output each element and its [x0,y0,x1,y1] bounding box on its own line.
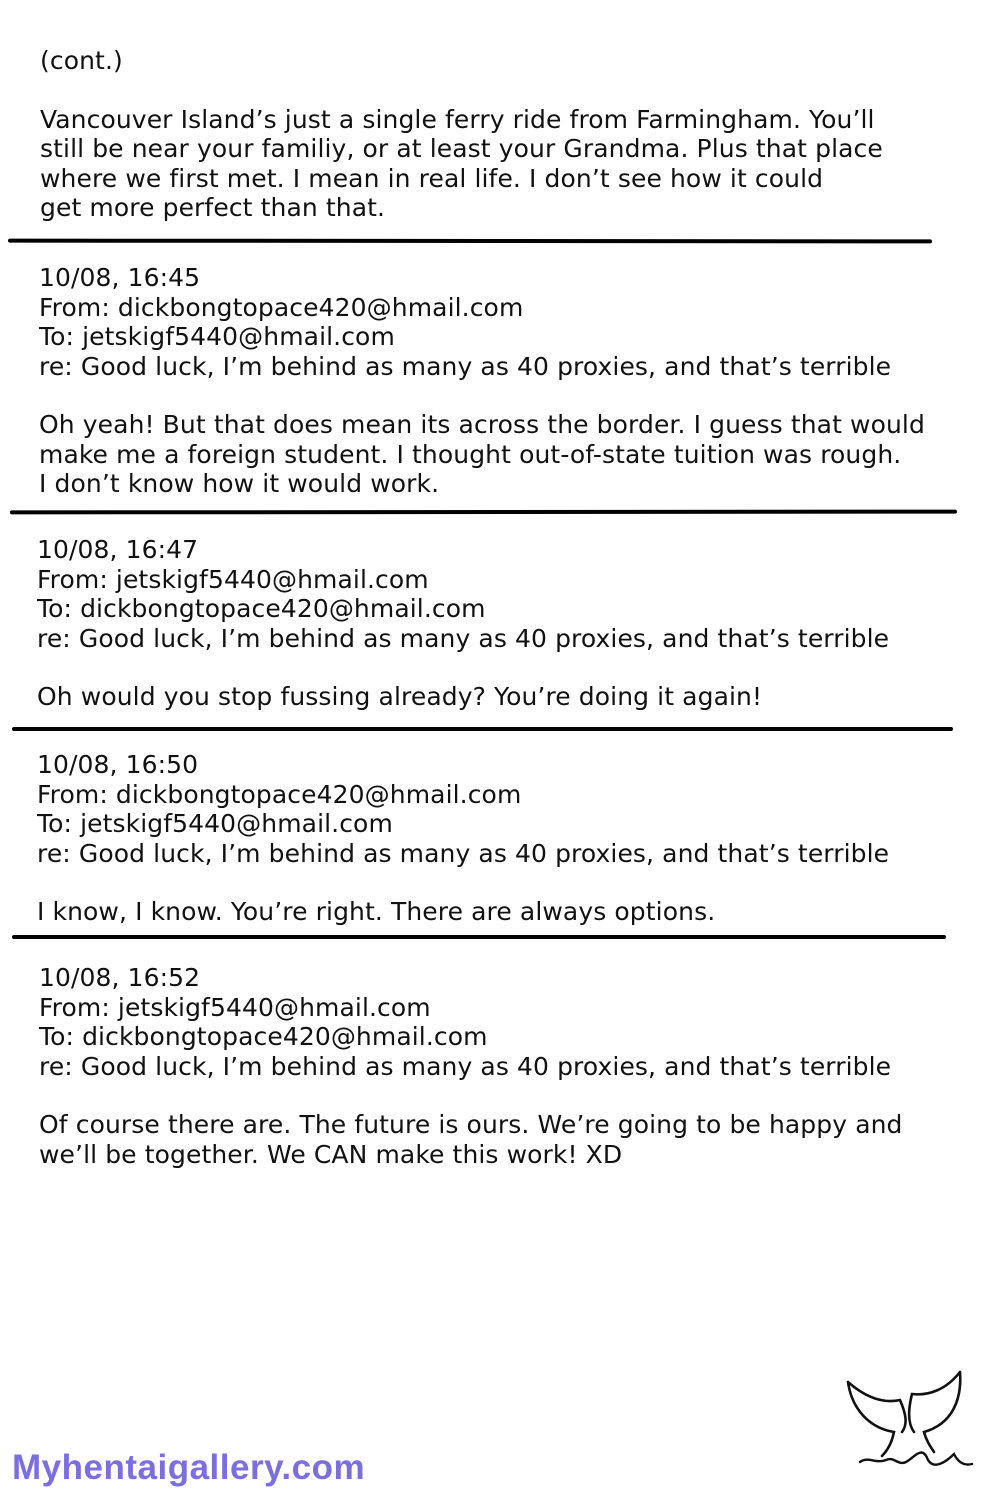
email-timestamp: 10/08, 16:52 [39,963,201,992]
email-body [39,410,925,499]
body-line: make me a foreign student. I thought out-of-state tuition was rough. [39,439,902,469]
message-divider [12,935,946,939]
email-from: From: dickbongtopace420@hmail.com [39,292,524,322]
email-subject: re: Good luck, I’m behind as many as 40 proxies, and that’s terrible [37,838,890,868]
whale-tail-icon [842,1370,974,1476]
body-line: where we first met. I mean in real life. I don’t see how it could [40,163,824,193]
email-timestamp: 10/08, 16:45 [39,263,201,292]
body-line: Oh yeah! But that does mean its across the border. I guess that would [39,410,925,439]
email-timestamp: 10/08, 16:47 [37,535,199,564]
body-line: get more perfect than that. [40,193,386,222]
email-to: To: dickbongtopace420@hmail.com [39,1022,488,1051]
email-to: To: jetskigf5440@hmail.com [37,809,393,838]
email-to: To: jetskigf5440@hmail.com [39,322,395,351]
watermark-text: Myhentaigallery.com [12,1448,366,1487]
email-body [39,1110,903,1169]
email-subject: re: Good luck, I’m behind as many as 40 proxies, and that’s terrible [39,1051,892,1081]
email-subject: re: Good luck, I’m behind as many as 40 proxies, and that’s terrible [37,623,890,653]
body-line: Oh would you stop fussing already? You’re doing it again! [37,682,763,711]
email-entry [39,963,903,1169]
email-entry [39,263,925,499]
continued-label: (cont.) [40,46,123,75]
email-body [37,682,889,712]
continued-message [40,46,883,223]
message-divider [8,239,932,244]
email-from: From: dickbongtopace420@hmail.com [37,779,522,809]
email-timestamp: 10/08, 16:50 [37,750,199,779]
email-entry [37,750,889,927]
body-line: we’ll be together. We CAN make this work! XD [39,1139,623,1169]
message-divider [10,510,957,515]
email-from: From: jetskigf5440@hmail.com [37,564,429,594]
body-line: Of course there are. The future is ours. We’re going to be happy and [39,1110,903,1139]
body-line: I know, I know. You’re right. There are always options. [37,897,716,926]
email-from: From: jetskigf5440@hmail.com [39,992,431,1022]
email-to: To: dickbongtopace420@hmail.com [37,594,486,623]
message-divider [12,727,953,731]
body-line: I don’t know how it would work. [39,469,440,498]
email-entry [37,535,889,712]
body-line: Vancouver Island’s just a single ferry ride from Farmingham. You’ll [40,104,875,134]
email-subject: re: Good luck, I’m behind as many as 40 proxies, and that’s terrible [39,351,892,381]
body-line: still be near your familiy, or at least your Grandma. Plus that place [40,134,883,163]
email-body [37,897,889,927]
